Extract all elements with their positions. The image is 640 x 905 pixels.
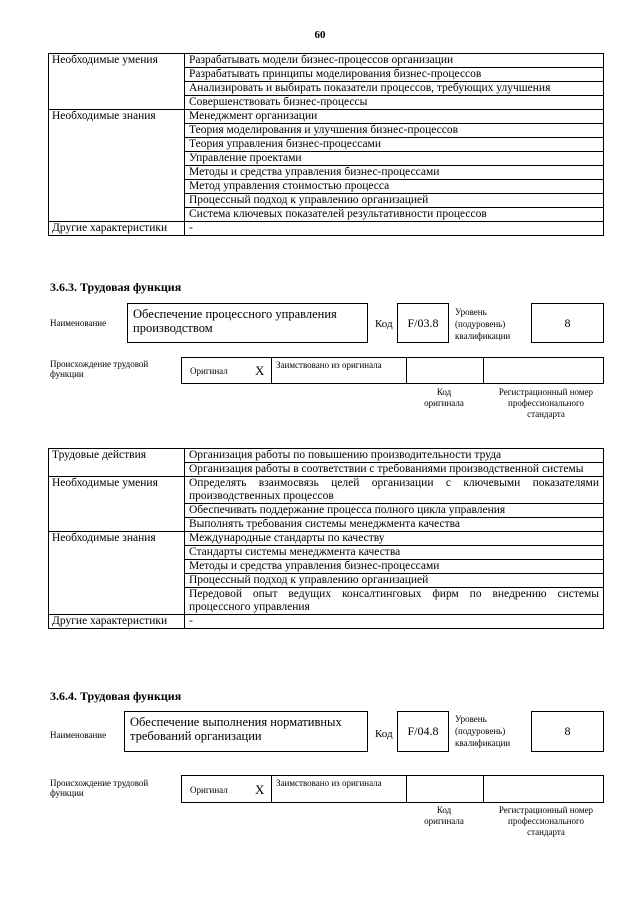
original-mark-364: X <box>255 782 265 797</box>
row-item-text: Анализировать и выбирать показатели процессов, требующих улучшения <box>185 82 604 96</box>
code-caption-363: Код оригинала <box>424 387 464 408</box>
table-row <box>49 222 604 236</box>
row-item-text: Методы и средства управления бизнес-процессами <box>185 166 604 180</box>
code-value-363: F/03.8 <box>397 303 449 343</box>
origin-label-363: Происхождение трудовой функции <box>50 359 149 379</box>
row-item-text: Передовой опыт ведущих консалтинговых фирм по внедрению системы процессного управления <box>185 588 604 615</box>
level-value-363: 8 <box>531 303 604 343</box>
row-item-text: Процессный подход к управлению организацией <box>185 574 604 588</box>
row-item-text: Организация работы в соответствии с требованиями производственной системы <box>185 463 604 477</box>
row-item-text: Методы и средства управления бизнес-процессами <box>185 560 604 574</box>
row-group-label: Необходимые знания <box>49 532 185 615</box>
level-value-364: 8 <box>531 711 604 752</box>
row-group-label: Необходимые умения <box>49 54 185 110</box>
row-item-text: Разрабатывать модели бизнес-процессов организации <box>185 54 604 68</box>
borrowed-cell-363 <box>272 358 407 383</box>
row-group-label: Трудовые действия <box>49 449 185 477</box>
row-item-text: Совершенствовать бизнес-процессы <box>185 96 604 110</box>
requirements-table-1 <box>48 53 604 236</box>
reg-caption-364: Регистрационный номер профессионального стандарта <box>498 805 594 837</box>
original-code-cell-363 <box>407 358 484 383</box>
level-label-364: Уровень (подуровень) квалификации <box>455 714 511 748</box>
borrowed-label-363: Заимствовано из оригинала <box>276 360 382 370</box>
section-title-363: 3.6.3. Трудовая функция <box>50 280 182 294</box>
reg-number-cell-363 <box>484 358 603 383</box>
origin-row-363 <box>181 357 604 384</box>
name-label-364: Наименование <box>50 730 107 740</box>
original-label-363: Оригинал <box>190 366 228 376</box>
code-label-364: Код <box>375 728 393 740</box>
table-row <box>49 54 604 68</box>
original-mark-363: X <box>255 363 265 378</box>
code-label-363: Код <box>375 318 393 330</box>
table-row <box>49 615 604 629</box>
row-item-text: Теория моделирования и улучшения бизнес-процессов <box>185 124 604 138</box>
row-item-text: Управление проектами <box>185 152 604 166</box>
original-cell-364 <box>182 776 272 802</box>
row-item-text: Выполнять требования системы менеджмента качества <box>185 518 604 532</box>
original-cell-363 <box>182 358 272 383</box>
row-item-text: Теория управления бизнес-процессами <box>185 138 604 152</box>
table-row <box>49 110 604 124</box>
row-item-text: Определять взаимосвязь целей организации с ключевыми показателями производственных процессов <box>185 477 604 504</box>
code-caption-364: Код оригинала <box>424 805 464 826</box>
row-item-text: Стандарты системы менеджмента качества <box>185 546 604 560</box>
row-group-label: Другие характеристики <box>49 615 185 629</box>
row-item-text: Международные стандарты по качеству <box>185 532 604 546</box>
row-group-label: Другие характеристики <box>49 222 185 236</box>
name-value-363: Обеспечение процессного управления производством <box>127 303 368 343</box>
reg-number-cell-364 <box>484 776 603 802</box>
name-value-364: Обеспечение выполнения нормативных требований организации <box>124 711 368 752</box>
row-group-label: Необходимые знания <box>49 110 185 222</box>
row-item-text: Организация работы по повышению производительности труда <box>185 449 604 463</box>
origin-label-364: Происхождение трудовой функции <box>50 778 149 798</box>
original-code-cell-364 <box>407 776 484 802</box>
row-item-text: Система ключевых показателей результативности процессов <box>185 208 604 222</box>
table-row <box>49 477 604 504</box>
origin-row-364 <box>181 775 604 803</box>
row-item-text: - <box>185 615 604 629</box>
row-item-text: Разрабатывать принципы моделирования бизнес-процессов <box>185 68 604 82</box>
level-label-363: Уровень (подуровень) квалификации <box>455 307 511 341</box>
code-value-364: F/04.8 <box>397 711 449 752</box>
borrowed-label-364: Заимствовано из оригинала <box>276 778 382 788</box>
name-label-363: Наименование <box>50 318 107 328</box>
table-row <box>49 532 604 546</box>
section-title-364: 3.6.4. Трудовая функция <box>50 689 182 703</box>
borrowed-cell-364 <box>272 776 407 802</box>
row-group-label: Необходимые умения <box>49 477 185 532</box>
row-item-text: - <box>185 222 604 236</box>
row-item-text: Менеджмент организации <box>185 110 604 124</box>
reg-caption-363: Регистрационный номер профессионального стандарта <box>498 387 594 419</box>
table-row <box>49 449 604 463</box>
row-item-text: Метод управления стоимостью процесса <box>185 180 604 194</box>
row-item-text: Обеспечивать поддержание процесса полного цикла управления <box>185 504 604 518</box>
original-label-364: Оригинал <box>190 785 228 795</box>
row-item-text: Процессный подход к управлению организацией <box>185 194 604 208</box>
requirements-table-2 <box>48 448 604 629</box>
page-number: 60 <box>314 29 326 41</box>
